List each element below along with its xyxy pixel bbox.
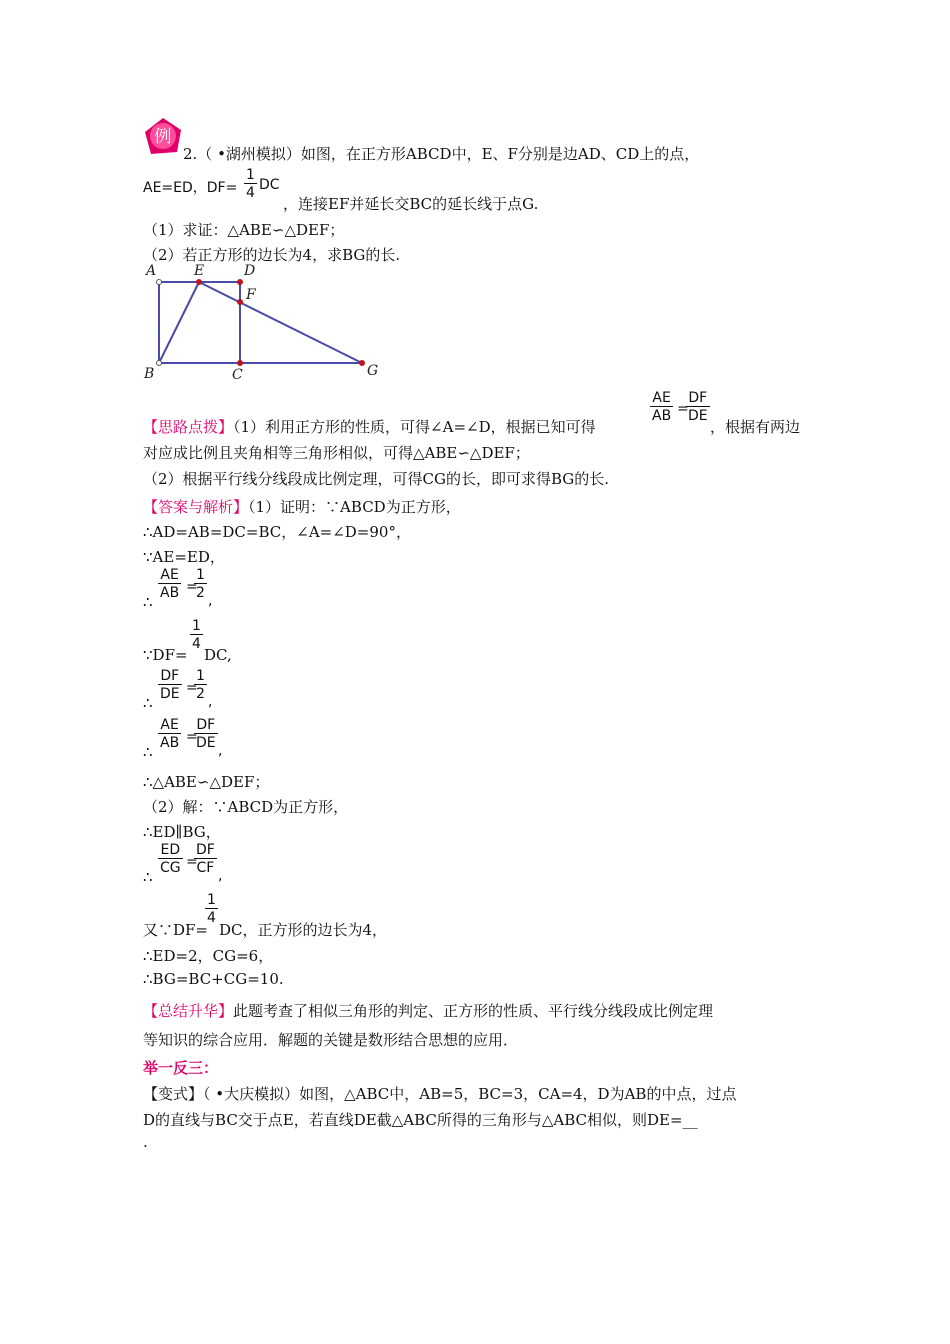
hint-equals: =	[677, 401, 689, 417]
step5-therefore: ∴	[143, 868, 153, 886]
answer-line2: ∴AD=AB=DC=BC，∠A=∠D=90°，	[143, 523, 411, 541]
step1-therefore: ∴	[143, 593, 153, 611]
answer-line6: ∴ED∥BG，	[143, 823, 221, 841]
step6-prefix: 又∵DF=	[143, 921, 209, 939]
step5-fraction-b: $\frac{DF}{CF}$	[196, 842, 215, 876]
condition-fraction: $\frac{1}{4}$	[246, 167, 255, 201]
label-D: D	[244, 263, 256, 279]
point-A	[157, 280, 162, 285]
step6-fraction: $\frac{1}{4}$	[207, 892, 216, 926]
summary-line1: 【总结升华】此题考查了相似三角形的判定、正方形的性质、平行线分线段成比例定理	[143, 1002, 714, 1020]
step1-comma: ,	[208, 593, 213, 609]
answer-line5: （2）解：∵ABCD为正方形，	[143, 798, 349, 816]
step1-fraction-a: $\frac{AE}{AB}$	[160, 567, 180, 601]
step3-comma: ,	[208, 694, 213, 710]
question-line2: ，连接EF并延长交BC的延长线于点G.	[283, 195, 539, 213]
step3-fraction-a: $\frac{DF}{DE}$	[160, 668, 180, 702]
question-line1: 2.（ •湖州模拟）如图，在正方形ABCD中，E、F分别是边AD、CD上的点，	[183, 145, 700, 163]
step5-equals: =	[186, 854, 198, 870]
answer-line1: 【答案与解析】（1）证明：∵ABCD为正方形，	[143, 498, 461, 516]
step3-therefore: ∴	[143, 694, 153, 712]
condition-suffix: DC	[259, 177, 280, 193]
geometry-figure	[140, 258, 390, 383]
answer-line4: ∴△ABE∽△DEF；	[143, 773, 270, 791]
point-B	[157, 361, 162, 366]
step5-comma: ,	[218, 868, 223, 884]
point-F	[237, 299, 243, 305]
summary-line2: 等知识的综合应用．解题的关键是数形结合思想的应用．	[143, 1031, 519, 1049]
step4-therefore: ∴	[143, 743, 153, 761]
line-EG	[199, 282, 362, 363]
question-part2: （2）若正方形的边长为4，求BG的长.	[143, 246, 401, 264]
hint-line1-end: ，根据有两边	[710, 418, 801, 436]
practice-line3: .	[143, 1133, 148, 1151]
hint-line3: （2）根据平行线分线段成比例定理，可得CG的长，即可求得BG的长.	[143, 470, 610, 488]
point-D	[237, 279, 243, 285]
label-B: B	[144, 366, 155, 382]
question-condition: AE=ED，DF=	[143, 180, 238, 196]
label-E: E	[194, 263, 205, 279]
answer-line7: ∴ED=2，CG=6，	[143, 947, 274, 965]
practice-title: 举一反三：	[143, 1059, 219, 1077]
hint-line1: 【思路点拨】（1）利用正方形的性质，可得∠A=∠D，根据已知可得	[143, 418, 596, 436]
step2-prefix: ∵DF=	[143, 646, 188, 664]
practice-line2: D的直线与BC交于点E，若直线DE截△ABC所得的三角形与△ABC相似，则DE=__	[143, 1111, 698, 1129]
label-C: C	[232, 367, 243, 383]
point-C	[237, 360, 243, 366]
step4-fraction-a: $\frac{AE}{AB}$	[160, 717, 180, 751]
answer-line8: ∴BG=BC+CG=10.	[143, 970, 284, 988]
step4-equals: =	[186, 729, 198, 745]
hint-fraction-2: $\frac{DF}{DE}$	[688, 390, 708, 424]
segment-BE	[159, 282, 199, 363]
label-A: A	[146, 263, 157, 279]
step4-comma: ,	[218, 743, 223, 759]
step5-fraction-a: $\frac{ED}{CG}$	[160, 842, 181, 876]
hint-line2: 对应成比例且夹角相等三角形相似，可得△ABE∽△DEF；	[143, 444, 530, 462]
badge-char: 例	[154, 127, 172, 147]
practice-line1: 【变式】（ •大庆模拟）如图，△ABC中，AB=5，BC=3，CA=4，D为AB的中点，过点	[143, 1085, 737, 1103]
point-G	[359, 360, 365, 366]
step1-equals: =	[186, 579, 198, 595]
answer-line3: ∵AE=ED，	[143, 548, 225, 566]
label-F: F	[246, 287, 256, 303]
label-G: G	[367, 363, 379, 379]
step4-fraction-b: $\frac{DF}{DE}$	[196, 717, 216, 751]
hint-fraction-1: $\frac{AE}{AB}$	[652, 390, 672, 424]
question-part1: （1）求证：△ABE∽△DEF；	[143, 221, 345, 239]
step3-equals: =	[186, 680, 198, 696]
step1-fraction-b: $\frac{1}{2}$	[196, 567, 205, 601]
example-badge-icon	[143, 116, 183, 156]
point-E	[196, 279, 202, 285]
step6-suffix: DC，正方形的边长为4，	[219, 921, 388, 939]
step2-fraction: $\frac{1}{4}$	[192, 618, 201, 652]
step2-suffix: DC,	[204, 646, 232, 664]
step3-fraction-b: $\frac{1}{2}$	[196, 668, 205, 702]
